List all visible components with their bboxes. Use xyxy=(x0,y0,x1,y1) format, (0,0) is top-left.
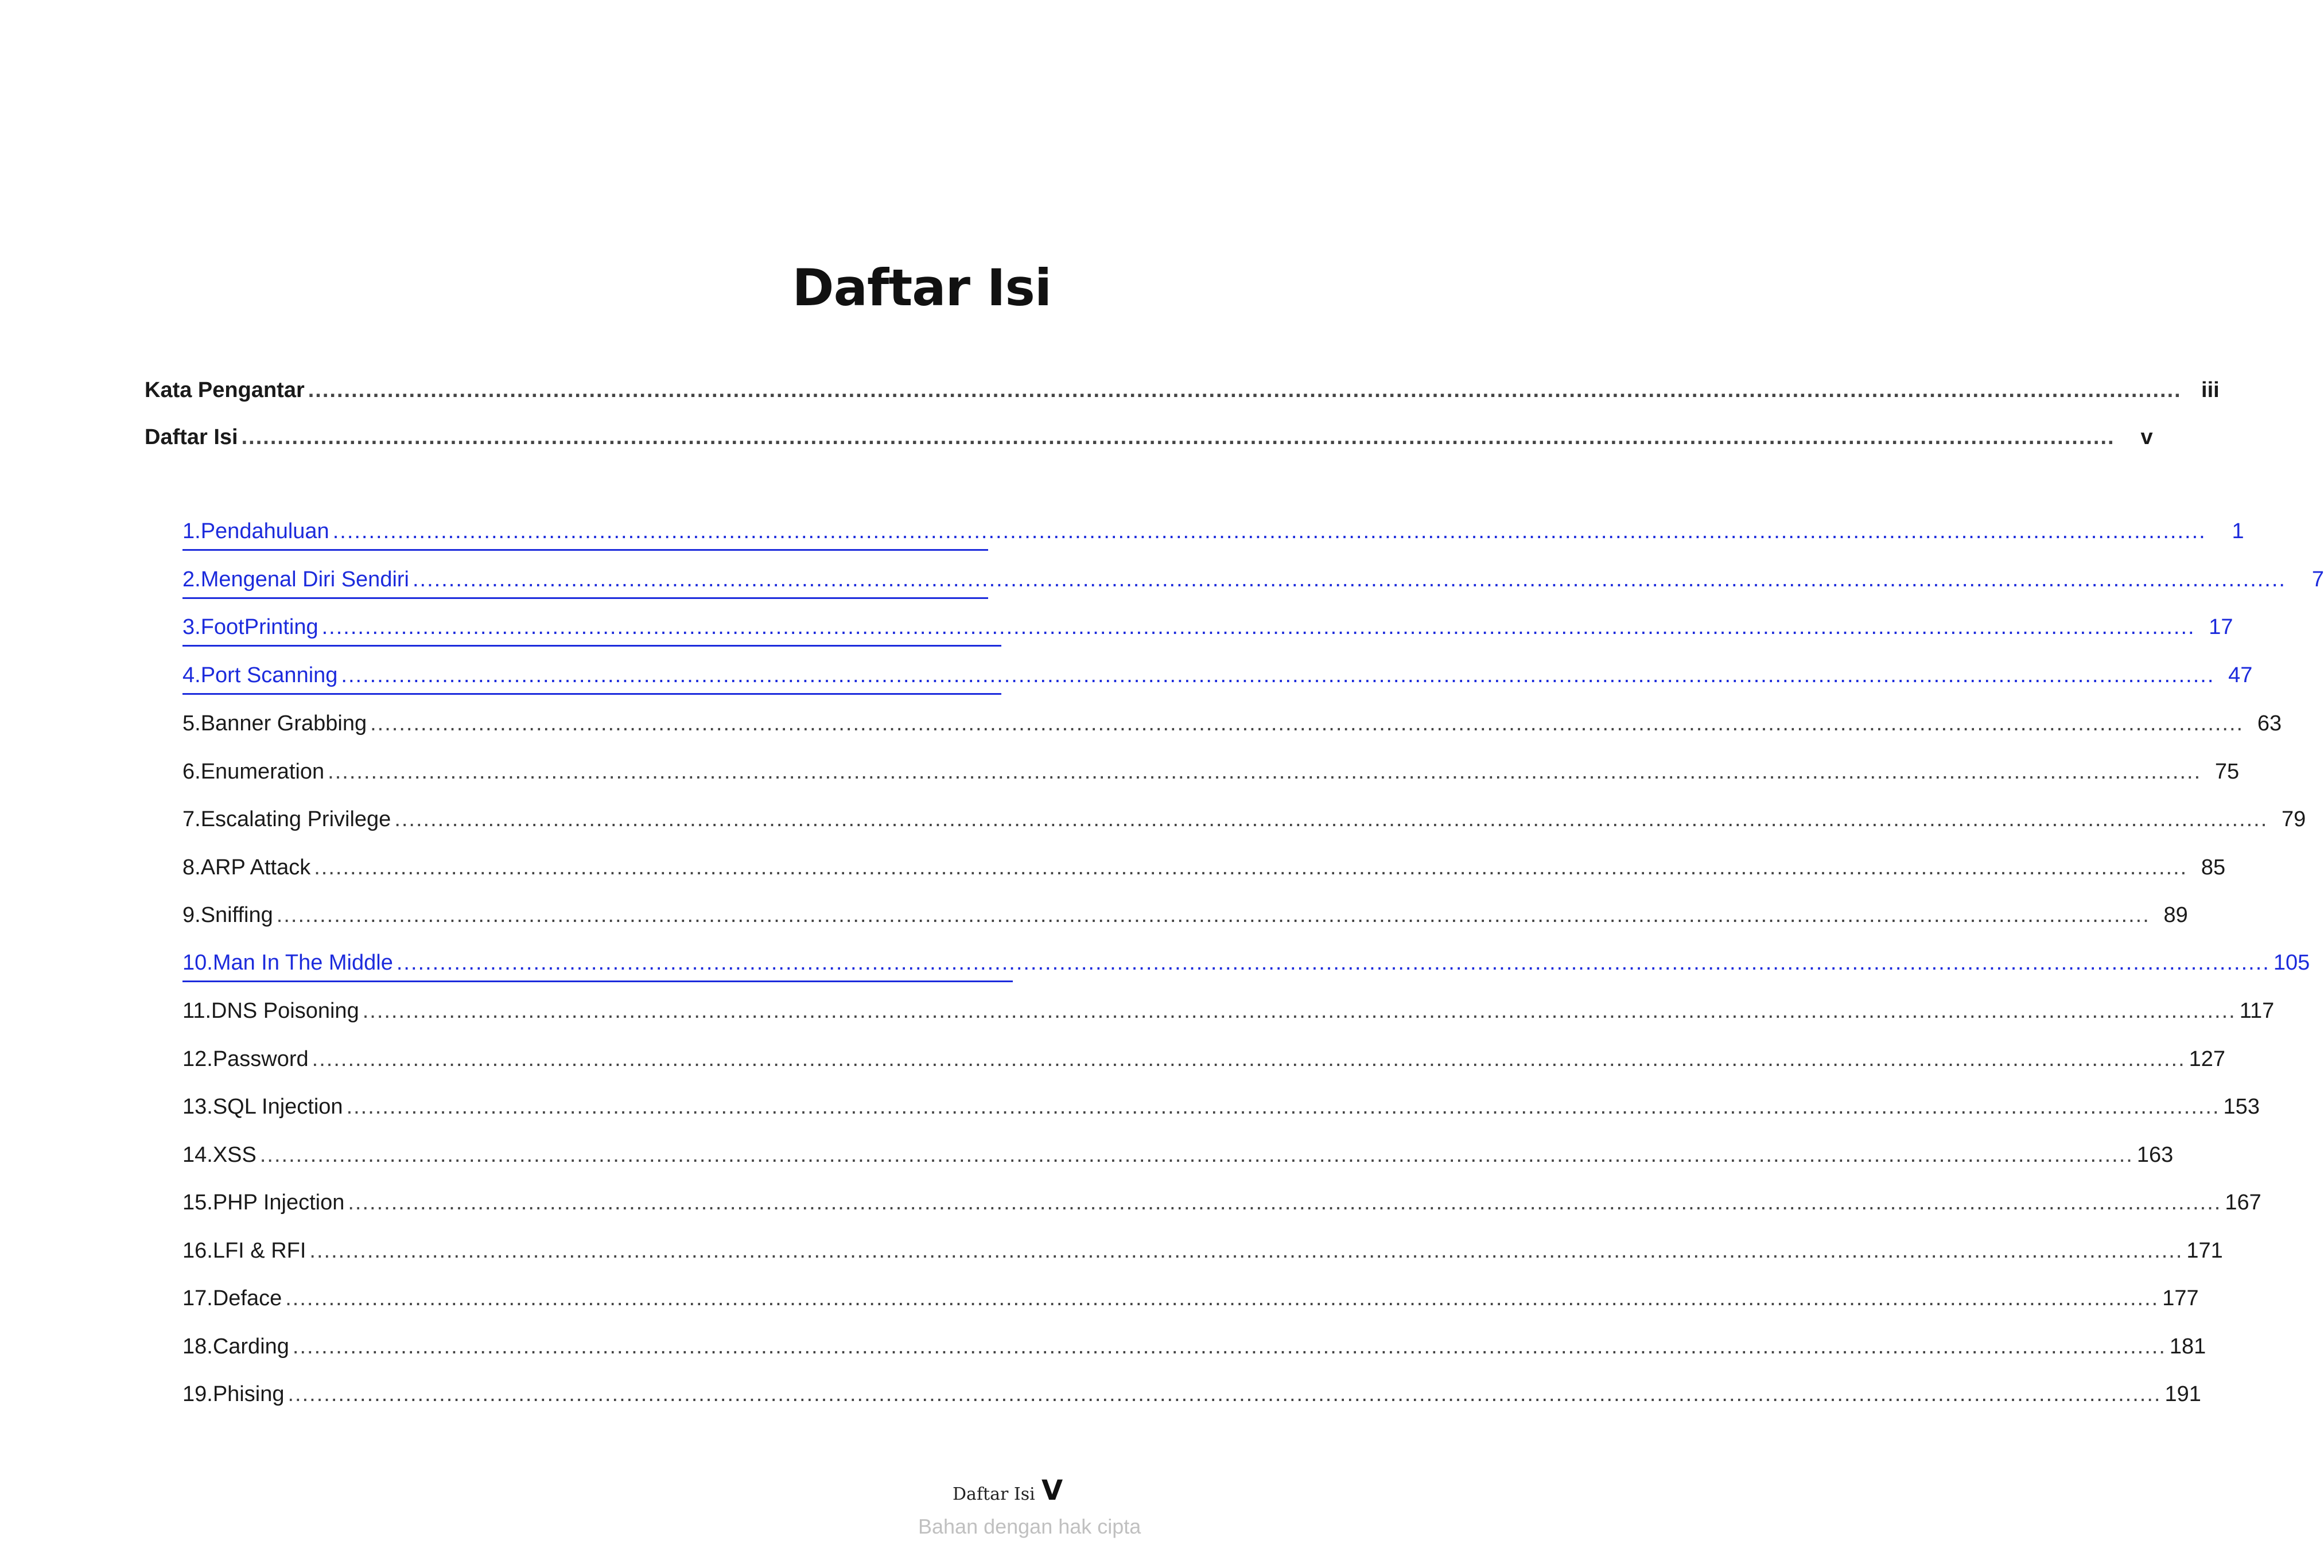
toc-entry-number: 2. xyxy=(182,567,201,592)
toc-entry-number: 4. xyxy=(182,663,201,687)
toc-dot-leader: .................................................................................................................................................................................................................................................................... xyxy=(396,950,2270,975)
toc-entry[interactable] xyxy=(182,659,2253,695)
toc-entry-page-number: 63 xyxy=(2257,711,2282,736)
toc-entry[interactable] xyxy=(182,610,2233,647)
toc-entry-number: 1. xyxy=(182,519,201,543)
toc-entry-page-number: 75 xyxy=(2214,759,2240,784)
toc-entry-page-number: 17 xyxy=(2209,615,2233,639)
toc-dot-leader: .................................................................................................................................................................................................................................................................... xyxy=(312,1046,2186,1071)
toc-entry-number: 17. xyxy=(182,1286,213,1310)
toc-entry-title: Password xyxy=(212,1046,309,1071)
toc-entry xyxy=(182,1377,2201,1411)
toc-entry-page-number: 153 xyxy=(2223,1095,2260,1119)
toc-entry-title: Deface xyxy=(212,1286,282,1310)
toc-entry-number: 10. xyxy=(182,950,213,975)
toc-entry-page-number: 89 xyxy=(2163,903,2188,927)
toc-dot-leader: .................................................................................................................................................................................................................................................................... xyxy=(314,855,2188,880)
toc-entry xyxy=(145,420,2153,454)
toc-dot-leader: .................................................................................................................................................................................................................................................................... xyxy=(328,759,2202,784)
toc-dot-leader: .................................................................................................................................................................................................................................................................... xyxy=(321,615,2195,639)
toc-entry-page-number: 105 xyxy=(2273,950,2310,975)
toc-dot-leader: .................................................................................................................................................................................................................................................................... xyxy=(287,1382,2162,1406)
toc-dot-leader: .................................................................................................................................................................................................................................................................... xyxy=(276,903,2150,927)
toc-entry-number: 12. xyxy=(182,1046,213,1071)
toc-entry-page-number: 117 xyxy=(2239,999,2275,1023)
toc-dot-leader: .................................................................................................................................................................................................................................................................... xyxy=(370,711,2244,736)
toc-entry xyxy=(182,1185,2261,1220)
copyright-watermark: Bahan dengan hak cipta xyxy=(918,1515,1141,1538)
toc-entry-title: Port Scanning xyxy=(200,663,338,687)
toc-entry-number: 18. xyxy=(182,1334,213,1359)
toc-dot-leader: .................................................................................................................................................................................................................................................................... xyxy=(292,1334,2166,1359)
toc-dot-leader: .................................................................................................................................................................................................................................................................... xyxy=(348,1190,2222,1215)
footer-section-label: Daftar Isi xyxy=(953,1484,1035,1504)
toc-entry-title: Carding xyxy=(212,1334,289,1359)
toc-entry-page-number: 181 xyxy=(2169,1334,2206,1359)
toc-entry xyxy=(182,898,2188,932)
toc-entry-page-number: 7 xyxy=(2311,567,2324,592)
toc-entry-number: 6. xyxy=(182,759,201,784)
toc-entry-number: 14. xyxy=(182,1142,213,1167)
toc-entry xyxy=(182,1138,2174,1172)
toc-entry-title: XSS xyxy=(212,1142,257,1167)
toc-entry-number: 11. xyxy=(182,999,212,1023)
toc-entry-title: Man In The Middle xyxy=(212,950,393,975)
toc-dot-leader: .................................................................................................................................................................................................................................................................... xyxy=(332,519,2206,543)
toc-entry-title: Daftar Isi xyxy=(145,425,238,449)
toc-dot-leader: .................................................................................................................................................................................................................................................................... xyxy=(241,425,2115,449)
toc-entry-number: 9. xyxy=(182,903,201,927)
toc-entry-title: Pendahuluan xyxy=(200,519,329,543)
toc-entry xyxy=(182,754,2240,789)
toc-entry xyxy=(182,1042,2226,1076)
toc-entry xyxy=(145,373,2220,407)
toc-entry xyxy=(182,850,2226,885)
toc-dot-leader: .................................................................................................................................................................................................................................................................... xyxy=(362,999,2236,1023)
toc-entry-number: 7. xyxy=(182,807,201,831)
toc-entry[interactable] xyxy=(182,515,2244,551)
toc-entry-title: Phising xyxy=(212,1382,285,1406)
toc-dot-leader: .................................................................................................................................................................................................................................................................... xyxy=(259,1142,2133,1167)
toc-entry-number: 16. xyxy=(182,1238,213,1263)
toc-entry xyxy=(182,1329,2206,1364)
toc-entry[interactable] xyxy=(182,946,2310,982)
toc-entry-title: Escalating Privilege xyxy=(200,807,391,831)
toc-entry xyxy=(182,706,2282,741)
toc-entry-page-number: 85 xyxy=(2201,855,2226,880)
toc-dot-leader: .................................................................................................................................................................................................................................................................... xyxy=(413,567,2286,592)
toc-entry-title: Mengenal Diri Sendiri xyxy=(200,567,409,592)
page-title: Daftar Isi xyxy=(792,258,1051,317)
toc-entry-page-number: 171 xyxy=(2186,1238,2223,1263)
toc-entry-number: 5. xyxy=(182,711,201,736)
toc-dot-leader: .................................................................................................................................................................................................................................................................... xyxy=(394,807,2268,831)
toc-entry-title: Sniffing xyxy=(200,903,273,927)
toc-entry-page-number: 167 xyxy=(2225,1190,2261,1215)
toc-entry-title: SQL Injection xyxy=(212,1095,343,1119)
toc-entry-page-number: 177 xyxy=(2162,1286,2199,1310)
toc-dot-leader: .................................................................................................................................................................................................................................................................... xyxy=(341,663,2215,687)
toc-entry-number: 8. xyxy=(182,855,201,880)
toc-entry-title: Kata Pengantar xyxy=(145,378,305,402)
toc-entry-title: Enumeration xyxy=(200,759,325,784)
toc-entry-page-number: 191 xyxy=(2164,1382,2201,1406)
toc-entry-title: Banner Grabbing xyxy=(200,711,367,736)
toc-entry-page-number: iii xyxy=(2201,378,2220,402)
toc-entry xyxy=(182,994,2275,1028)
toc-dot-leader: .................................................................................................................................................................................................................................................................... xyxy=(309,1238,2183,1263)
toc-entry-page-number: 163 xyxy=(2136,1142,2174,1167)
toc-entry xyxy=(182,1281,2199,1316)
toc-entry-page-number: 47 xyxy=(2228,663,2253,687)
toc-entry-title: LFI & RFI xyxy=(212,1238,306,1263)
toc-entry xyxy=(182,802,2306,836)
toc-entry xyxy=(182,1234,2223,1268)
toc-entry-page-number: 1 xyxy=(2232,519,2244,543)
footer-page-number: V xyxy=(1041,1474,1063,1507)
toc-entry-number: 15. xyxy=(182,1190,213,1215)
toc-entry-title: FootPrinting xyxy=(200,615,318,639)
toc-entry[interactable] xyxy=(182,563,2324,599)
toc-dot-leader: .................................................................................................................................................................................................................................................................... xyxy=(346,1095,2220,1119)
toc-entry-page-number: v xyxy=(2140,425,2153,449)
toc-entry xyxy=(182,1090,2260,1124)
toc-entry-number: 19. xyxy=(182,1382,213,1406)
toc-entry-title: PHP Injection xyxy=(212,1190,345,1215)
toc-entry-title: DNS Poisoning xyxy=(211,999,359,1023)
toc-entry-title: ARP Attack xyxy=(200,855,311,880)
toc-dot-leader: .................................................................................................................................................................................................................................................................... xyxy=(308,378,2182,402)
toc-entry-number: 13. xyxy=(182,1095,213,1119)
toc-entry-page-number: 127 xyxy=(2189,1046,2226,1071)
toc-entry-page-number: 79 xyxy=(2282,807,2306,831)
toc-entry-number: 3. xyxy=(182,615,201,639)
toc-dot-leader: .................................................................................................................................................................................................................................................................... xyxy=(285,1286,2159,1310)
